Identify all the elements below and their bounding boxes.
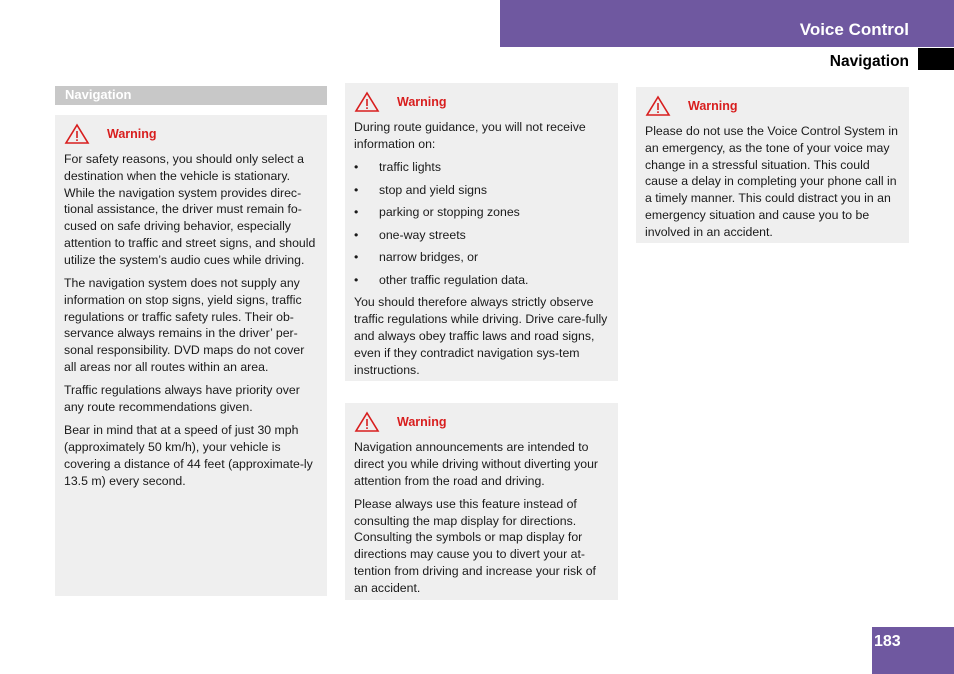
warning-header xyxy=(354,91,609,113)
warning-box-middle-bottom xyxy=(345,403,618,600)
list-item-text: one-way streets xyxy=(379,227,466,242)
thumb-tab xyxy=(918,48,954,70)
section-heading: Navigation xyxy=(65,87,132,102)
list-item xyxy=(354,182,609,199)
bullet-marker: • xyxy=(354,227,359,242)
section-subtitle: Navigation xyxy=(829,53,909,70)
warning-header xyxy=(64,123,318,145)
list-item-text: narrow bridges, or xyxy=(379,250,479,265)
list-item xyxy=(354,204,609,221)
warning-box-left xyxy=(55,115,327,596)
bullet-marker: • xyxy=(354,272,359,287)
list-item-text: traffic lights xyxy=(379,160,441,175)
bullet-marker: • xyxy=(354,182,359,197)
chapter-title: Voice Control xyxy=(799,20,909,39)
paragraph: You should therefore always strictly observe traffic regulations while driving. Drive care-fully and always obey traffic laws and road signs, even if they contradict navigation sys-tem instructions. xyxy=(354,295,608,377)
paragraph: The navigation system does not supply any information on stop signs, yield signs, traffic regulations or traffic safety rules. Their ob-servance always remains in the driver’ per-sonal responsibility. DVD maps do not cover all areas nor all routes within an area. xyxy=(64,276,305,375)
page-number: 183 xyxy=(874,633,901,650)
list-item xyxy=(354,272,609,289)
bullet-list xyxy=(354,159,609,288)
warning-triangle-icon xyxy=(354,91,380,113)
list-item xyxy=(354,249,609,266)
list-item-text: other traffic regulation data. xyxy=(379,272,529,287)
warning-box-middle-top xyxy=(345,83,618,381)
paragraph: For safety reasons, you should only select a destination when the vehicle is stationary. While the navigation system provides direc-tional assistance, the driver must remain fo-cused on safe driving behavior, especially attention to traffic and street signs, and should utilize the system’s audio cues while driving. xyxy=(64,152,316,267)
bullet-marker: • xyxy=(354,250,359,265)
list-item xyxy=(354,227,609,244)
list-item-text: parking or stopping zones xyxy=(379,205,520,220)
paragraph: Navigation announcements are intended to direct you while driving without diverting your attention from the road and driving. xyxy=(354,440,599,488)
page-number-box xyxy=(872,627,954,674)
warning-header xyxy=(645,95,900,117)
paragraph: During route guidance, you will not receive information on: xyxy=(354,120,586,151)
paragraph: Please always use this feature instead of consulting the map display for directions. Consulting the symbols or map display for directions may cause you to divert your at-tention from driving and increase your risk of an accident. xyxy=(354,496,596,595)
warning-box-right xyxy=(636,87,909,243)
warning-header xyxy=(354,411,609,433)
bullet-marker: • xyxy=(354,205,359,220)
warning-label: Warning xyxy=(397,94,447,109)
section-heading-bar xyxy=(55,86,327,105)
bullet-marker: • xyxy=(354,160,359,175)
warning-triangle-icon xyxy=(64,123,90,145)
warning-triangle-icon xyxy=(354,411,380,433)
paragraph: Bear in mind that at a speed of just 30 mph (approximately 50 km/h), your vehicle is covering a distance of 44 feet (approximate-ly 13.5 m) every second. xyxy=(64,423,313,488)
warning-label: Warning xyxy=(688,98,738,113)
list-item-text: stop and yield signs xyxy=(379,182,488,197)
warning-label: Warning xyxy=(397,414,447,429)
list-item xyxy=(354,159,609,176)
warning-label: Warning xyxy=(107,126,157,141)
paragraph: Traffic regulations always have priority over any route recommendations given. xyxy=(64,383,300,415)
paragraph: Please do not use the Voice Control System in an emergency, as the tone of your voice may change in a stressful situation. This could cause a delay in completing your phone call in a timely manner. This could distract you in an emergency situation and cause you to be involved in an accident. xyxy=(645,124,898,239)
warning-triangle-icon xyxy=(645,95,671,117)
